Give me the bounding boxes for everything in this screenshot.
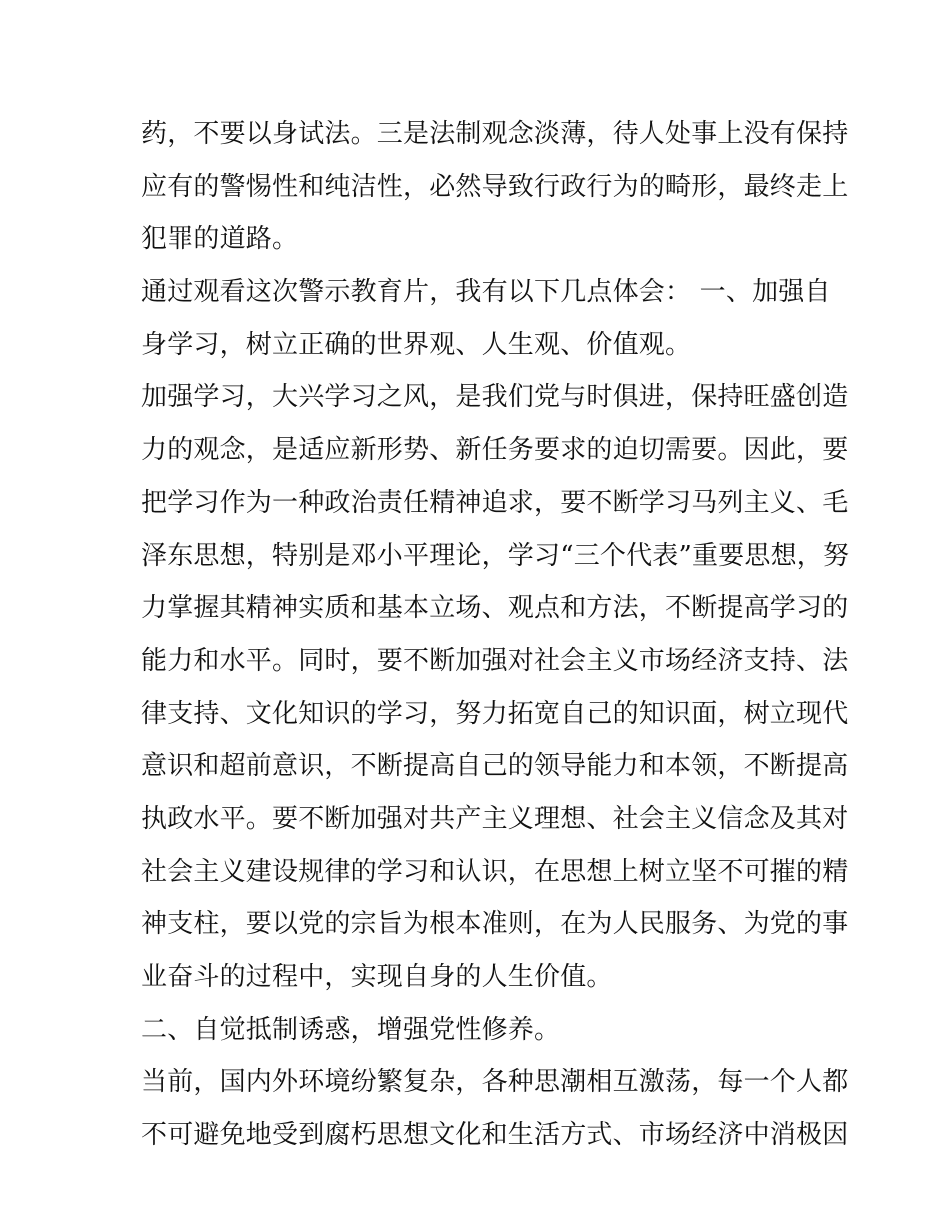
text-line: 意识和超前意识，不断提高自己的领导能力和本领，不断提高 [141,751,849,782]
document-body [141,108,850,1162]
text-line: 执政水平。要不断加强对共产主义理想、社会主义信念及其对 [141,803,849,834]
text-line: 通过观看这次警示教育片，我有以下几点体会： 一、加强自 [141,277,831,308]
text-line: 力的观念，是适应新形势、新任务要求的迫切需要。因此，要 [141,435,849,466]
text-line: 当前，国内外环境纷繁复杂，各种思潮相互激荡，每一个人都 [141,1067,849,1098]
text-line: 社会主义建设规律的学习和认识，在思想上树立坚不可摧的精 [141,856,849,887]
text-line: 能力和水平。同时，要不断加强对社会主义市场经济支持、法 [141,645,849,676]
text-line: 泽东思想，特别是邓小平理论，学习“三个代表”重要思想，努 [141,540,850,571]
text-line: 把学习作为一种政治责任精神追求，要不断学习马列主义、毛 [141,487,849,518]
text-line: 犯罪的道路。 [141,224,299,255]
text-line: 加强学习，大兴学习之风，是我们党与时俱进，保持旺盛创造 [141,382,849,413]
section-heading: 二、自觉抵制诱惑，增强党性修养。 [141,1014,561,1045]
text-line: 力掌握其精神实质和基本立场、观点和方法，不断提高学习的 [141,593,849,624]
text-line: 业奋斗的过程中，实现自身的人生价值。 [141,962,613,992]
text-line: 律支持、文化知识的学习，努力拓宽自己的知识面，树立现代 [141,698,849,729]
text-line: 应有的警惕性和纯洁性，必然导致行政行为的畸形，最终走上 [141,171,849,202]
text-line: 神支柱，要以党的宗旨为根本准则，在为人民服务、为党的事 [141,909,849,940]
text-line: 不可避免地受到腐朽思想文化和生活方式、市场经济中消极因 [141,1120,849,1151]
text-line: 身学习，树立正确的世界观、人生观、价值观。 [141,329,692,360]
text-line: 药，不要以身试法。三是法制观念淡薄，待人处事上没有保持 [141,119,849,149]
